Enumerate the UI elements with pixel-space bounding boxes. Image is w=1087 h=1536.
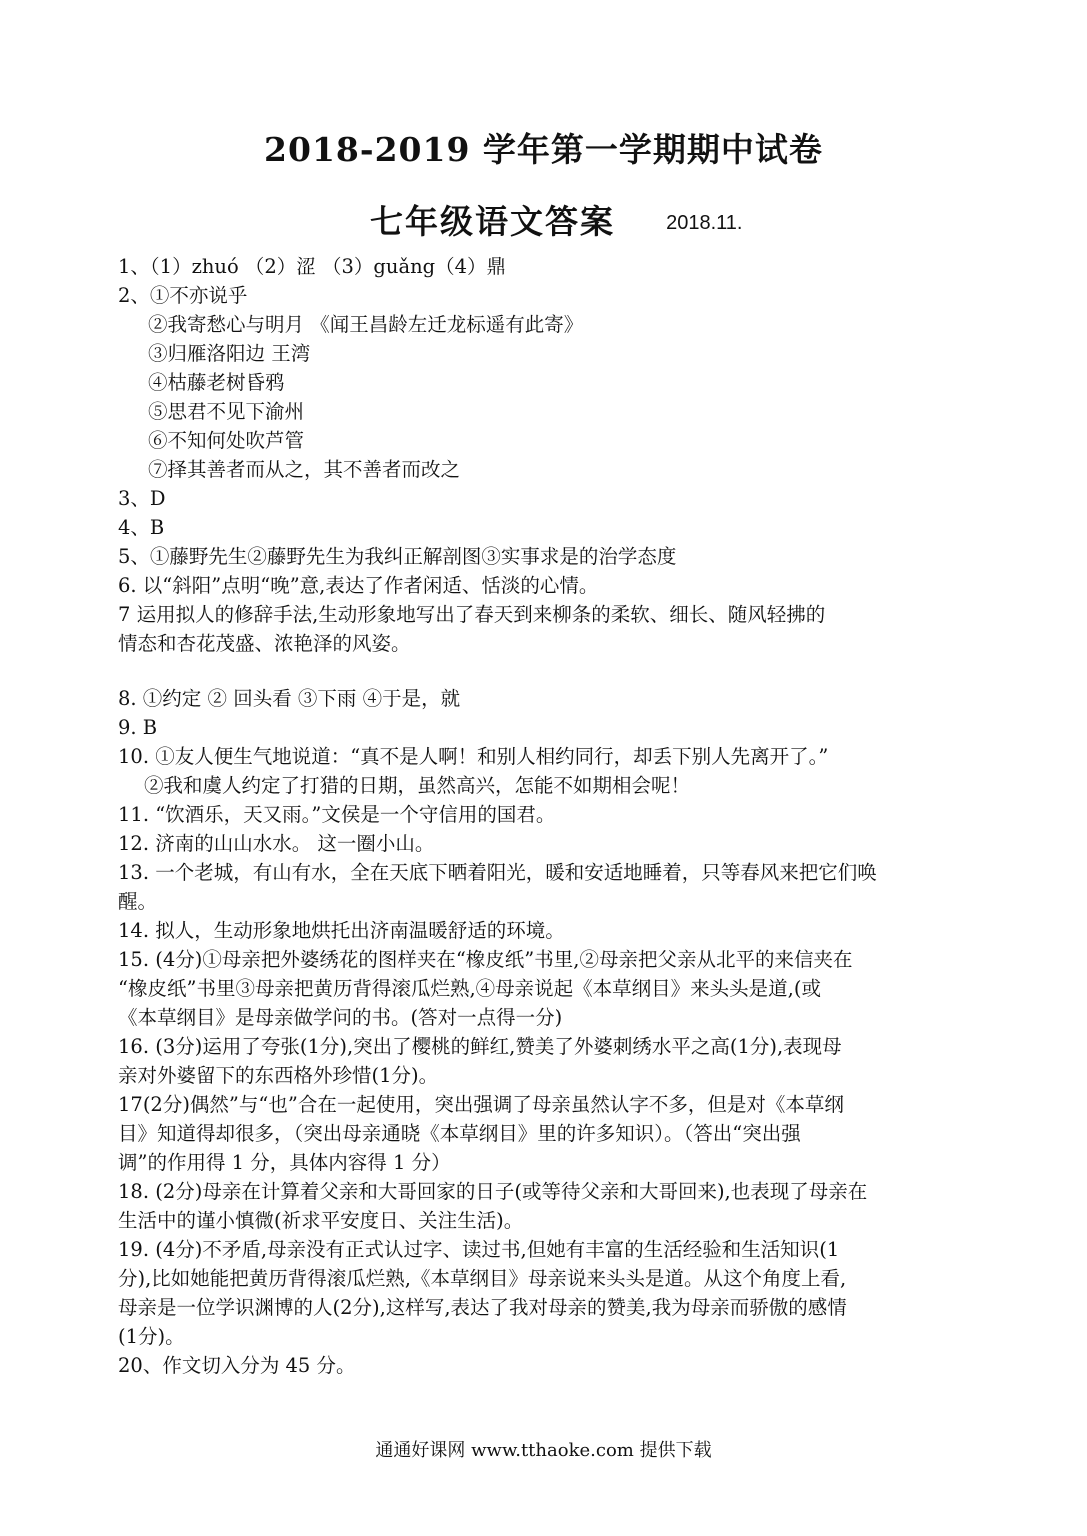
answer-line: 16. (3分)运用了夸张(1分),突出了樱桃的鲜红,赞美了外婆刺绣水平之高(1分),表现母 (118, 1035, 842, 1058)
answer-line: ⑥不知何处吹芦管 (148, 429, 305, 452)
answer-line: ③归雁洛阳边 王湾 (148, 342, 311, 365)
answer-line: 17(2分)偶然”与“也”合在一起使用，突出强调了母亲虽然认字不多，但是对《本草纲 (118, 1093, 844, 1116)
answer-line: 10. ①友人便生气地说道：“真不是人啊！和别人相约同行，却丢下别人先离开了。” (118, 745, 829, 768)
answer-line: “橡皮纸”书里③母亲把黄历背得滚瓜烂熟,④母亲说起《本草纲目》来头头是道,(或 (118, 977, 821, 1000)
answer-line: 情态和杏花茂盛、浓艳泽的风姿。 (118, 632, 411, 655)
answer-line: ⑤思君不见下渝州 (148, 400, 305, 423)
answer-line: ⑦择其善者而从之，其不善者而改之 (148, 458, 461, 481)
answer-line: 亲对外婆留下的东西格外珍惜(1分)。 (118, 1064, 439, 1087)
answer-line: 1、（1）zhuó （2）涩 （3）guǎng（4）鼎 (118, 255, 507, 278)
document-subtitle: 七年级语文答案 (370, 202, 615, 241)
answer-line: 9. B (118, 716, 158, 739)
answer-line: 生活中的谨小慎微(祈求平安度日、关注生活)。 (118, 1209, 524, 1232)
answer-line: 13. 一个老城，有山有水，全在天底下晒着阳光，暖和安适地睡着，只等春风来把它们唤 (118, 861, 877, 884)
answer-list (118, 252, 998, 1380)
page-footer: 通通好课网 www.tthaoke.com 提供下载 (375, 1440, 712, 1461)
answer-line: (1分)。 (118, 1325, 185, 1348)
answer-line: 15. (4分)①母亲把外婆绣花的图样夹在“橡皮纸”书里,②母亲把父亲从北平的来信夹在 (118, 948, 853, 971)
answer-line: 目》知道得却很多，（突出母亲通晓《本草纲目》里的许多知识）。（答出“突出强 (118, 1122, 801, 1145)
answer-line: 母亲是一位学识渊博的人(2分),这样写,表达了我对母亲的赞美,我为母亲而骄傲的感情 (118, 1296, 847, 1319)
answer-line: 12. 济南的山山水水。 这一圈小山。 (118, 832, 435, 855)
answer-line: 3、D (118, 487, 166, 510)
answer-line: 2、①不亦说乎 (118, 284, 248, 307)
answer-line: 6. 以“斜阳”点明“晚”意,表达了作者闲适、恬淡的心情。 (118, 574, 599, 597)
answer-line: 4、B (118, 516, 165, 539)
subtitle-row (370, 196, 742, 243)
answer-line: 调”的作用得 1 分，具体内容得 1 分） (118, 1151, 451, 1174)
answer-line: 5、①藤野先生②藤野先生为我纠正解剖图③实事求是的治学态度 (118, 545, 677, 568)
answer-line: 18. (2分)母亲在计算着父亲和大哥回家的日子(或等待父亲和大哥回来),也表现了母亲在 (118, 1180, 868, 1203)
answer-line: 19. (4分)不矛盾,母亲没有正式认过字、读过书,但她有丰富的生活经验和生活知识(1 (118, 1238, 840, 1261)
answer-line: 20、作文切入分为 45 分。 (118, 1354, 356, 1377)
answer-line: ②我和虞人约定了打猎的日期，虽然高兴，怎能不如期相会呢！ (144, 774, 691, 797)
answer-line: 14. 拟人，生动形象地烘托出济南温暖舒适的环境。 (118, 919, 565, 942)
document-date: 2018.11. (666, 212, 743, 234)
answer-line: 醒。 (118, 890, 158, 913)
spacer (118, 658, 998, 684)
answer-line: 7 运用拟人的修辞手法,生动形象地写出了春天到来柳条的柔软、细长、随风轻拂的 (118, 603, 826, 626)
answer-line: ②我寄愁心与明月 《闻王昌龄左迁龙标遥有此寄》 (148, 313, 584, 336)
answer-line: 8. ①约定 ② 回头看 ③下雨 ④于是，就 (118, 687, 461, 710)
document-title: 2018-2019 学年第一学期期中试卷 (264, 130, 823, 169)
answer-line: 11. “饮酒乐，天又雨。”文侯是一个守信用的国君。 (118, 803, 556, 826)
answer-line: 《本草纲目》是母亲做学问的书。(答对一点得一分) (118, 1006, 563, 1029)
answer-line: 分),比如她能把黄历背得滚瓜烂熟,《本草纲目》母亲说来头头是道。从这个角度上看, (118, 1267, 847, 1290)
answer-line: ④枯藤老树昏鸦 (148, 371, 285, 394)
